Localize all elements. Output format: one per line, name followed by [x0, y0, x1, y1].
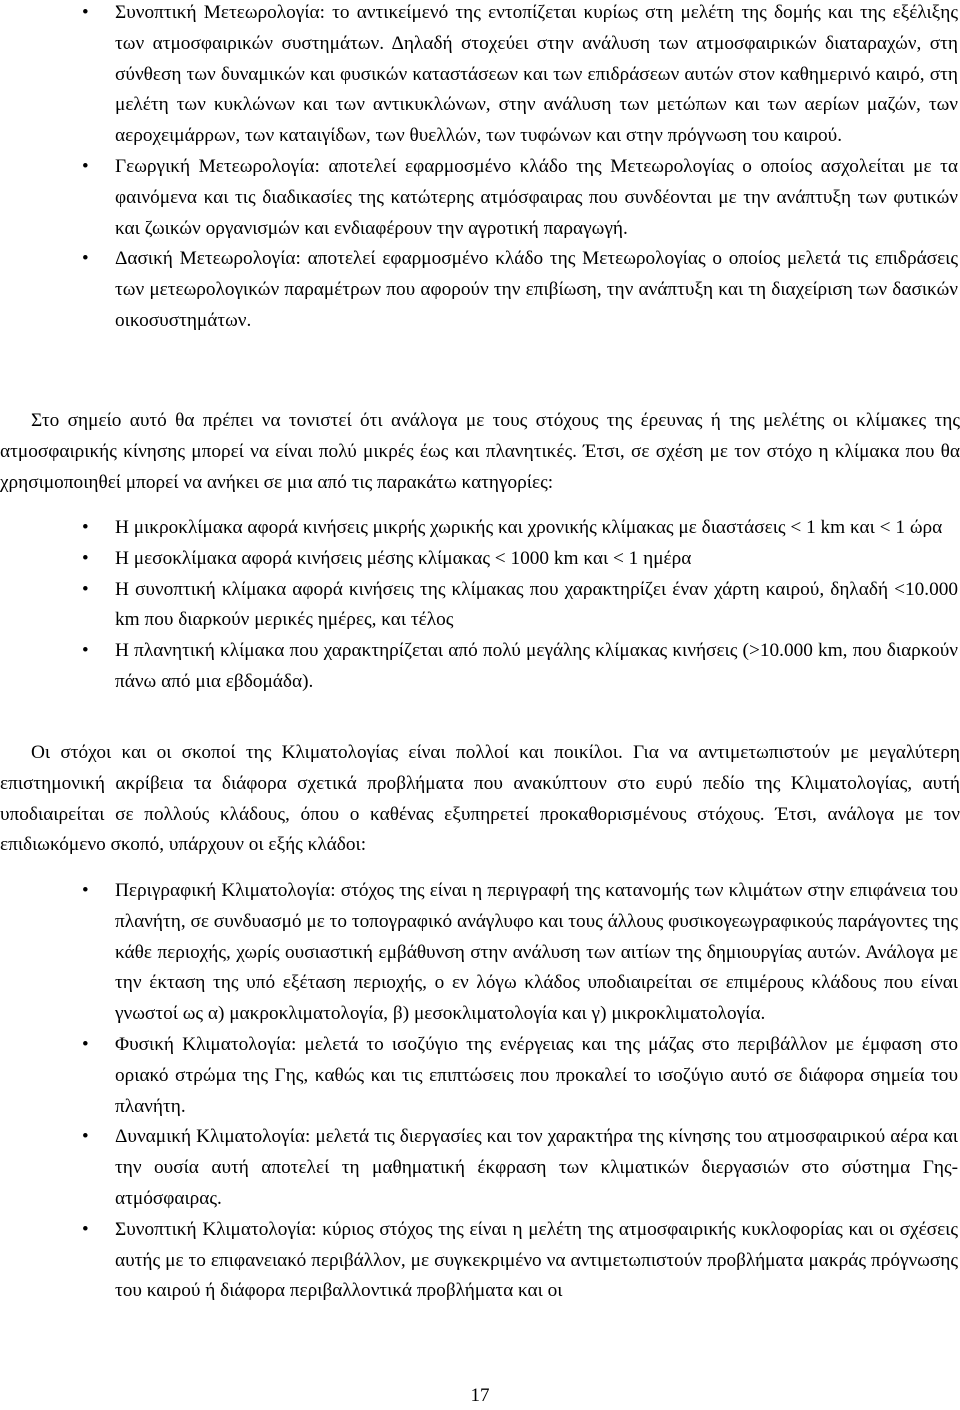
list-item — [0, 876, 960, 1030]
list-item — [0, 575, 960, 637]
list-item-text: Συνοπτική Μετεωρολογία: το αντικείμενό της εντοπίζεται κυρίως στη μελέτη της δομής και της εξέλιξης των ατμοσφαιρικών συστημάτων. Δηλαδή στοχεύει στην ανάλυση των ατμοσφαιρικών διαταραχών, στη σύνθεση των δυναμικών και φυσικών καταστάσεων και των επιδράσεων αυτών στον καθημερινό καιρό, στη μελέτη των κυκλώνων και των αντικυκλώνων, στην ανάλυση των μετώπων και των αερίων μαζών, των αεροχειμάρρων, των καταιγίδων, των θυελλών, των τυφώνων και στην πρόγνωση του καιρού. — [115, 2, 958, 147]
bullet-icon: • — [82, 1033, 89, 1055]
list-item — [0, 244, 960, 336]
bullet-icon: • — [82, 1126, 89, 1148]
bullet-icon: • — [82, 880, 89, 901]
meteorology-branches-list — [0, 0, 960, 337]
list-item — [0, 152, 960, 244]
list-item-text: Δασική Μετεωρολογία: αποτελεί εφαρμοσμένο κλάδο της Μετεωρολογίας ο οποίος μελετά τις επιδράσεις των μετεωρολογικών παραμέτρων που αφορούν την επιβίωση, την ανάπτυξη και τη διαχείριση των δασικών οικοσυστημάτων. — [115, 248, 958, 331]
list-item-text: Συνοπτική Κλιματολογία: κύριος στόχος της είναι η μελέτη της ατμοσφαιρικής κυκλοφορίας και οι σχέσεις αυτής με το επιφανειακό περιβάλλον, με συγκεκριμένο να αντιμετωπιστούν προβλήματα μακράς πρόγνωσης του καιρού ή διάφορα περιβαλλοντικά προβλήματα και οι — [115, 1218, 958, 1302]
climatology-branches-list — [0, 876, 960, 1307]
bullet-icon: • — [82, 155, 89, 177]
climatology-intro-paragraph: Οι στόχοι και οι σκοποί της Κλιματολογίας είναι πολλοί και ποικίλοι. Για να αντιμετωπιστούν με μεγαλύτερη επιστημονική ακρίβεια τα διάφορα σχετικά προβλήματα που ανακύπτουν στο ευρύ πεδίο της Κλιματολογίας, αυτή υποδιαιρείται σε πολλούς κλάδους, όπου ο καθένας εξυπηρετεί προκαθορισμένους στόχους. Έτσι, ανάλογα με τον επιδιωκόμενο σκοπό, υπάρχουν οι εξής κλάδοι: — [0, 742, 960, 856]
scales-list — [0, 513, 960, 698]
list-item-text: Περιγραφική Κλιματολογία: στόχος της είναι η περιγραφή της κατανομής των κλιμάτων στην επιφάνεια του πλανήτη, σε συνδυασμό με το τοπογραφικό ανάγλυφο και τους άλλους φυσικογεωγραφικούς παράγοντες της κάθε περιοχής, χωρίς ουσιαστική εμβάθυνση στην ανάλυση των αιτίων της δημιουργίας αυτών. Ανάλογα με την έκταση της υπό εξέταση περιοχής, ο εν λόγω κλάδος υποδιαιρείται σε επιμέρους κλάδους που είναι γνωστοί ως α) μακροκλιματολογία, β) μεσοκλιματολογία και γ) μικροκλιματολογία. — [115, 880, 958, 1025]
list-item-text: Γεωργική Μετεωρολογία: αποτελεί εφαρμοσμένο κλάδο της Μετεωρολογίας ο οποίος ασχολείται με τα φαινόμενα και τις διαδικασίες της κατώτερης ατμόσφαιρας που συνδέονται με την ανάπτυξη των φυτικών και ζωικών οργανισμών και ενδιαφέρουν την αγροτική παραγωγή. — [115, 155, 958, 239]
bullet-icon: • — [82, 640, 89, 662]
list-item — [0, 513, 960, 544]
list-item-text: Φυσική Κλιματολογία: μελετά το ισοζύγιο της ενέργειας και της μάζας στο περιβάλλον με έμφαση στο οριακό στρώμα της Γης, καθώς και τις επιπτώσεις που προκαλεί το ισοζύγιο αυτό σε διάφορα σημεία του πλανήτη. — [115, 1033, 958, 1117]
scales-intro-paragraph: Στο σημείο αυτό θα πρέπει να τονιστεί ότι ανάλογα με τους στόχους της έρευνας ή της μελέτης οι κλίμακες της ατμοσφαιρικής κίνησης μπορεί να είναι πολύ μικρές έως και πλανητικές. Έτσι, σε σχέση με τον στόχο η κλίμακα που θα χρησιμοποιηθεί μπορεί να ανήκει σε μια από τις παρακάτω κατηγορίες: — [0, 410, 960, 493]
page-number: 17 — [470, 1385, 490, 1406]
bullet-icon: • — [82, 578, 89, 600]
list-item-text: Η συνοπτική κλίμακα αφορά κινήσεις της κλίμακας που χαρακτηρίζει έναν χάρτη καιρού, δηλαδή <10.000 km που διαρκούν μερικές ημέρες, και τέλος — [115, 578, 958, 631]
bullet-icon: • — [82, 248, 89, 270]
list-item-text: Η μικροκλίμακα αφορά κινήσεις μικρής χωρικής και χρονικής κλίμακας με διαστάσεις < 1 km και < 1 ώρα — [115, 517, 943, 538]
list-item — [0, 1215, 960, 1307]
list-item-text: Δυναμική Κλιματολογία: μελετά τις διεργασίες και τον χαρακτήρα της κίνησης του ατμοσφαιρικού αέρα και την ουσία αυτή αποτελεί τη μαθηματική έκφραση των κλιματικών διεργασιών στο σύστημα Γης-ατμόσφαιρας. — [115, 1126, 958, 1209]
bullet-icon: • — [82, 517, 89, 538]
list-item — [0, 1030, 960, 1122]
list-item — [0, 1122, 960, 1214]
list-item — [0, 636, 960, 698]
list-item-text: Η πλανητική κλίμακα που χαρακτηρίζεται από πολύ μεγάλης κλίμακας κινήσεις (>10.000 km, που διαρκούν πάνω από μια εβδομάδα). — [115, 640, 958, 692]
bullet-icon: • — [82, 547, 89, 569]
list-item-text: Η μεσοκλίμακα αφορά κινήσεις μέσης κλίμακας < 1000 km και < 1 ημέρα — [115, 547, 692, 569]
list-item — [0, 544, 960, 575]
bullet-icon: • — [82, 2, 89, 23]
list-item — [0, 0, 960, 152]
bullet-icon: • — [82, 1218, 89, 1240]
